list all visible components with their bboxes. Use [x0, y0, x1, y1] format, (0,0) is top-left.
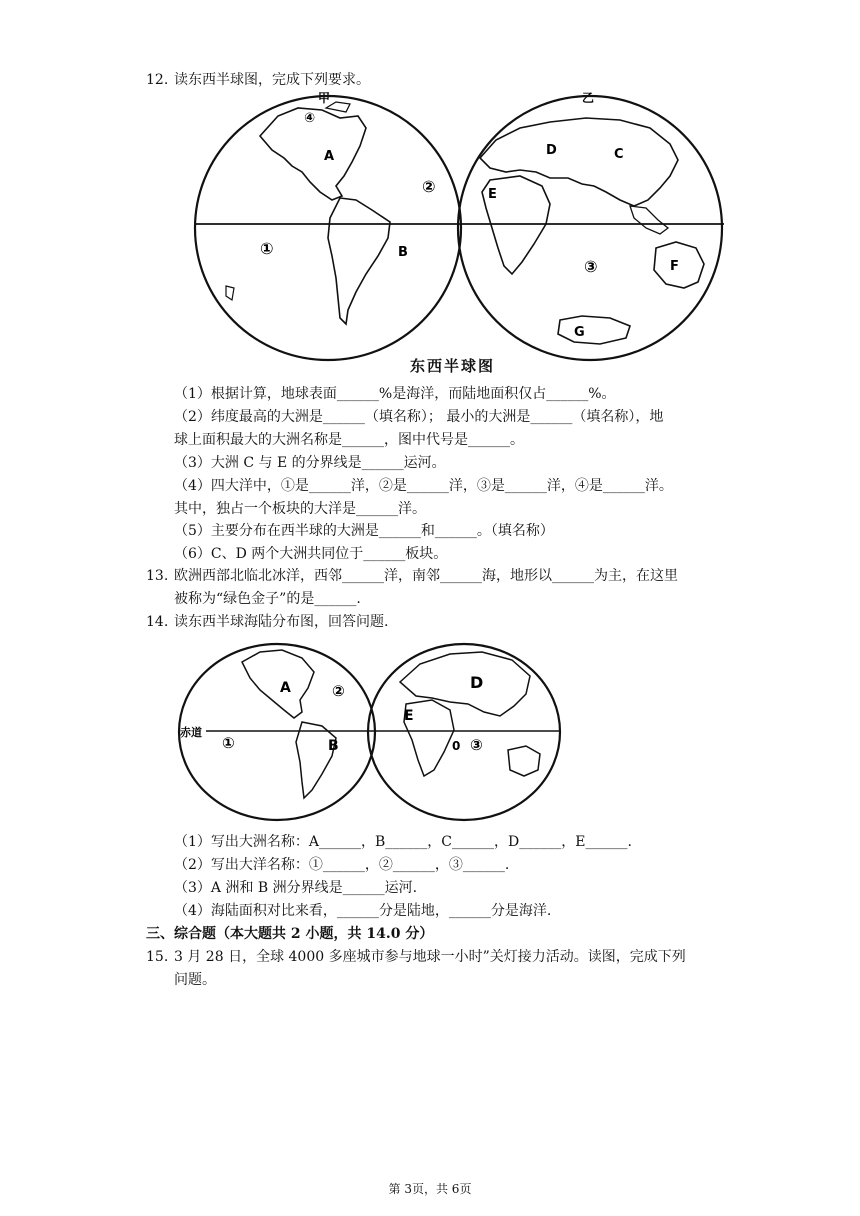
- map2-continent-D: D: [470, 673, 484, 692]
- hemisphere-map-2-svg: [172, 638, 572, 824]
- island-shape: [226, 286, 234, 300]
- q12-sub2-line2: 球上面积最大的大洲名称是______，图中代号是______。: [174, 432, 524, 448]
- eastern-hemisphere-circle: [458, 96, 722, 360]
- q15-text-1: 3 月 28 日，全球 4000 多座城市参与地球一小时”关灯接力活动。读图，完成下列: [174, 949, 686, 965]
- south-america-shape: [328, 198, 390, 324]
- q12-sub4-line1: （4）四大洋中，①是______洋，②是______洋，③是______洋，④是______洋。: [174, 478, 673, 494]
- map1-continent-C: C: [614, 147, 624, 162]
- q14-sub3: （3）A 洲和 B 洲分界线是______运河.: [174, 880, 418, 896]
- antarctica-shape: [558, 316, 630, 344]
- map1-ocean-4: ④: [304, 111, 316, 126]
- hemisphere-map-1-svg: [190, 88, 730, 378]
- q12-hemisphere-map: [190, 88, 730, 378]
- q12-stem: [146, 70, 370, 90]
- map2-ocean-2: ②: [332, 682, 345, 700]
- q14-stem-text: 读东西半球海陆分布图，回答问题.: [174, 614, 389, 630]
- map1-continent-E: E: [488, 187, 497, 202]
- q13-line2: 被称为“绿色金子”的是______.: [174, 591, 361, 607]
- map1-continent-B: B: [398, 245, 408, 260]
- eurasia-shape-2: [400, 652, 530, 716]
- south-america-shape-2: [296, 722, 336, 798]
- q12-sub1: （1）根据计算，地球表面______%是海洋，而陆地面积仅占______%。: [174, 386, 616, 402]
- map2-continent-B: B: [328, 738, 339, 754]
- q15-number: 15.: [146, 949, 169, 965]
- q12-sub6: （6）C、D 两个大洲共同位于______板块。: [174, 546, 448, 562]
- eurasia-shape: [480, 118, 678, 206]
- map1-ocean-1: ①: [260, 239, 274, 258]
- q12-number: 12.: [146, 72, 169, 88]
- q14-sub1: （1）写出大洲名称：A______，B______，C______，D______，E______.: [174, 834, 632, 850]
- q12-sub4-line2: 其中，独占一个板块的大洋是______洋。: [174, 501, 426, 517]
- map2-equator-label: 赤道: [180, 726, 202, 739]
- map1-ocean-2: ②: [422, 177, 436, 196]
- map1-continent-G: G: [574, 325, 585, 340]
- q13-line1: [146, 566, 678, 586]
- q14-hemisphere-map: [172, 638, 572, 824]
- map1-label-west: 甲: [318, 91, 331, 105]
- map1-continent-A: A: [324, 149, 335, 164]
- eastern-hemisphere-circle-2: [368, 644, 560, 820]
- q15-line2: 问题。: [174, 972, 216, 988]
- q12-stem-text: 读东西半球图，完成下列要求。: [174, 72, 370, 88]
- map2-ocean-3: ③: [470, 736, 483, 754]
- q14-sub4: （4）海陆面积对比来看，______分是陆地，______分是海洋.: [174, 903, 552, 919]
- map1-label-east: 乙: [582, 91, 595, 105]
- map1-continent-D: D: [546, 143, 557, 158]
- southeast-asia-islands: [630, 206, 668, 234]
- q14-stem: [146, 612, 388, 632]
- western-hemisphere-circle: [195, 96, 461, 360]
- q15-line1: [146, 947, 686, 967]
- north-america-shape-2: [242, 650, 314, 718]
- q14-number: 14.: [146, 614, 169, 630]
- map1-continent-F: F: [670, 259, 679, 274]
- section3-heading: 三、综合题（本大题共 2 小题，共 14.0 分）: [146, 926, 434, 942]
- q13-number: 13.: [146, 568, 169, 584]
- australia-shape-2: [508, 746, 540, 776]
- map2-extra-mark: 0: [452, 739, 461, 753]
- page-footer: 第 3页，共 6页: [388, 1182, 472, 1196]
- q14-sub2: （2）写出大洋名称：①______，②______，③______.: [174, 857, 510, 873]
- australia-shape: [654, 242, 704, 288]
- map1-ocean-3: ③: [584, 257, 598, 276]
- q13-text-1: 欧洲西部北临北冰洋，西邻______洋，南邻______海，地形以______为主，在这里: [174, 568, 678, 584]
- western-hemisphere-circle-2: [179, 644, 375, 820]
- map2-continent-E: E: [404, 708, 414, 724]
- map2-ocean-1: ①: [222, 734, 235, 752]
- map2-continent-A: A: [280, 680, 291, 696]
- map1-caption: 东西半球图: [410, 357, 496, 375]
- q12-sub2-line1: （2）纬度最高的大洲是______（填名称）； 最小的大洲是______（填名称），地: [174, 409, 664, 425]
- q12-sub5: （5）主要分布在西半球的大洲是______和______。（填名称）: [174, 523, 554, 539]
- q12-sub3: （3）大洲 C 与 E 的分界线是______运河。: [174, 455, 446, 471]
